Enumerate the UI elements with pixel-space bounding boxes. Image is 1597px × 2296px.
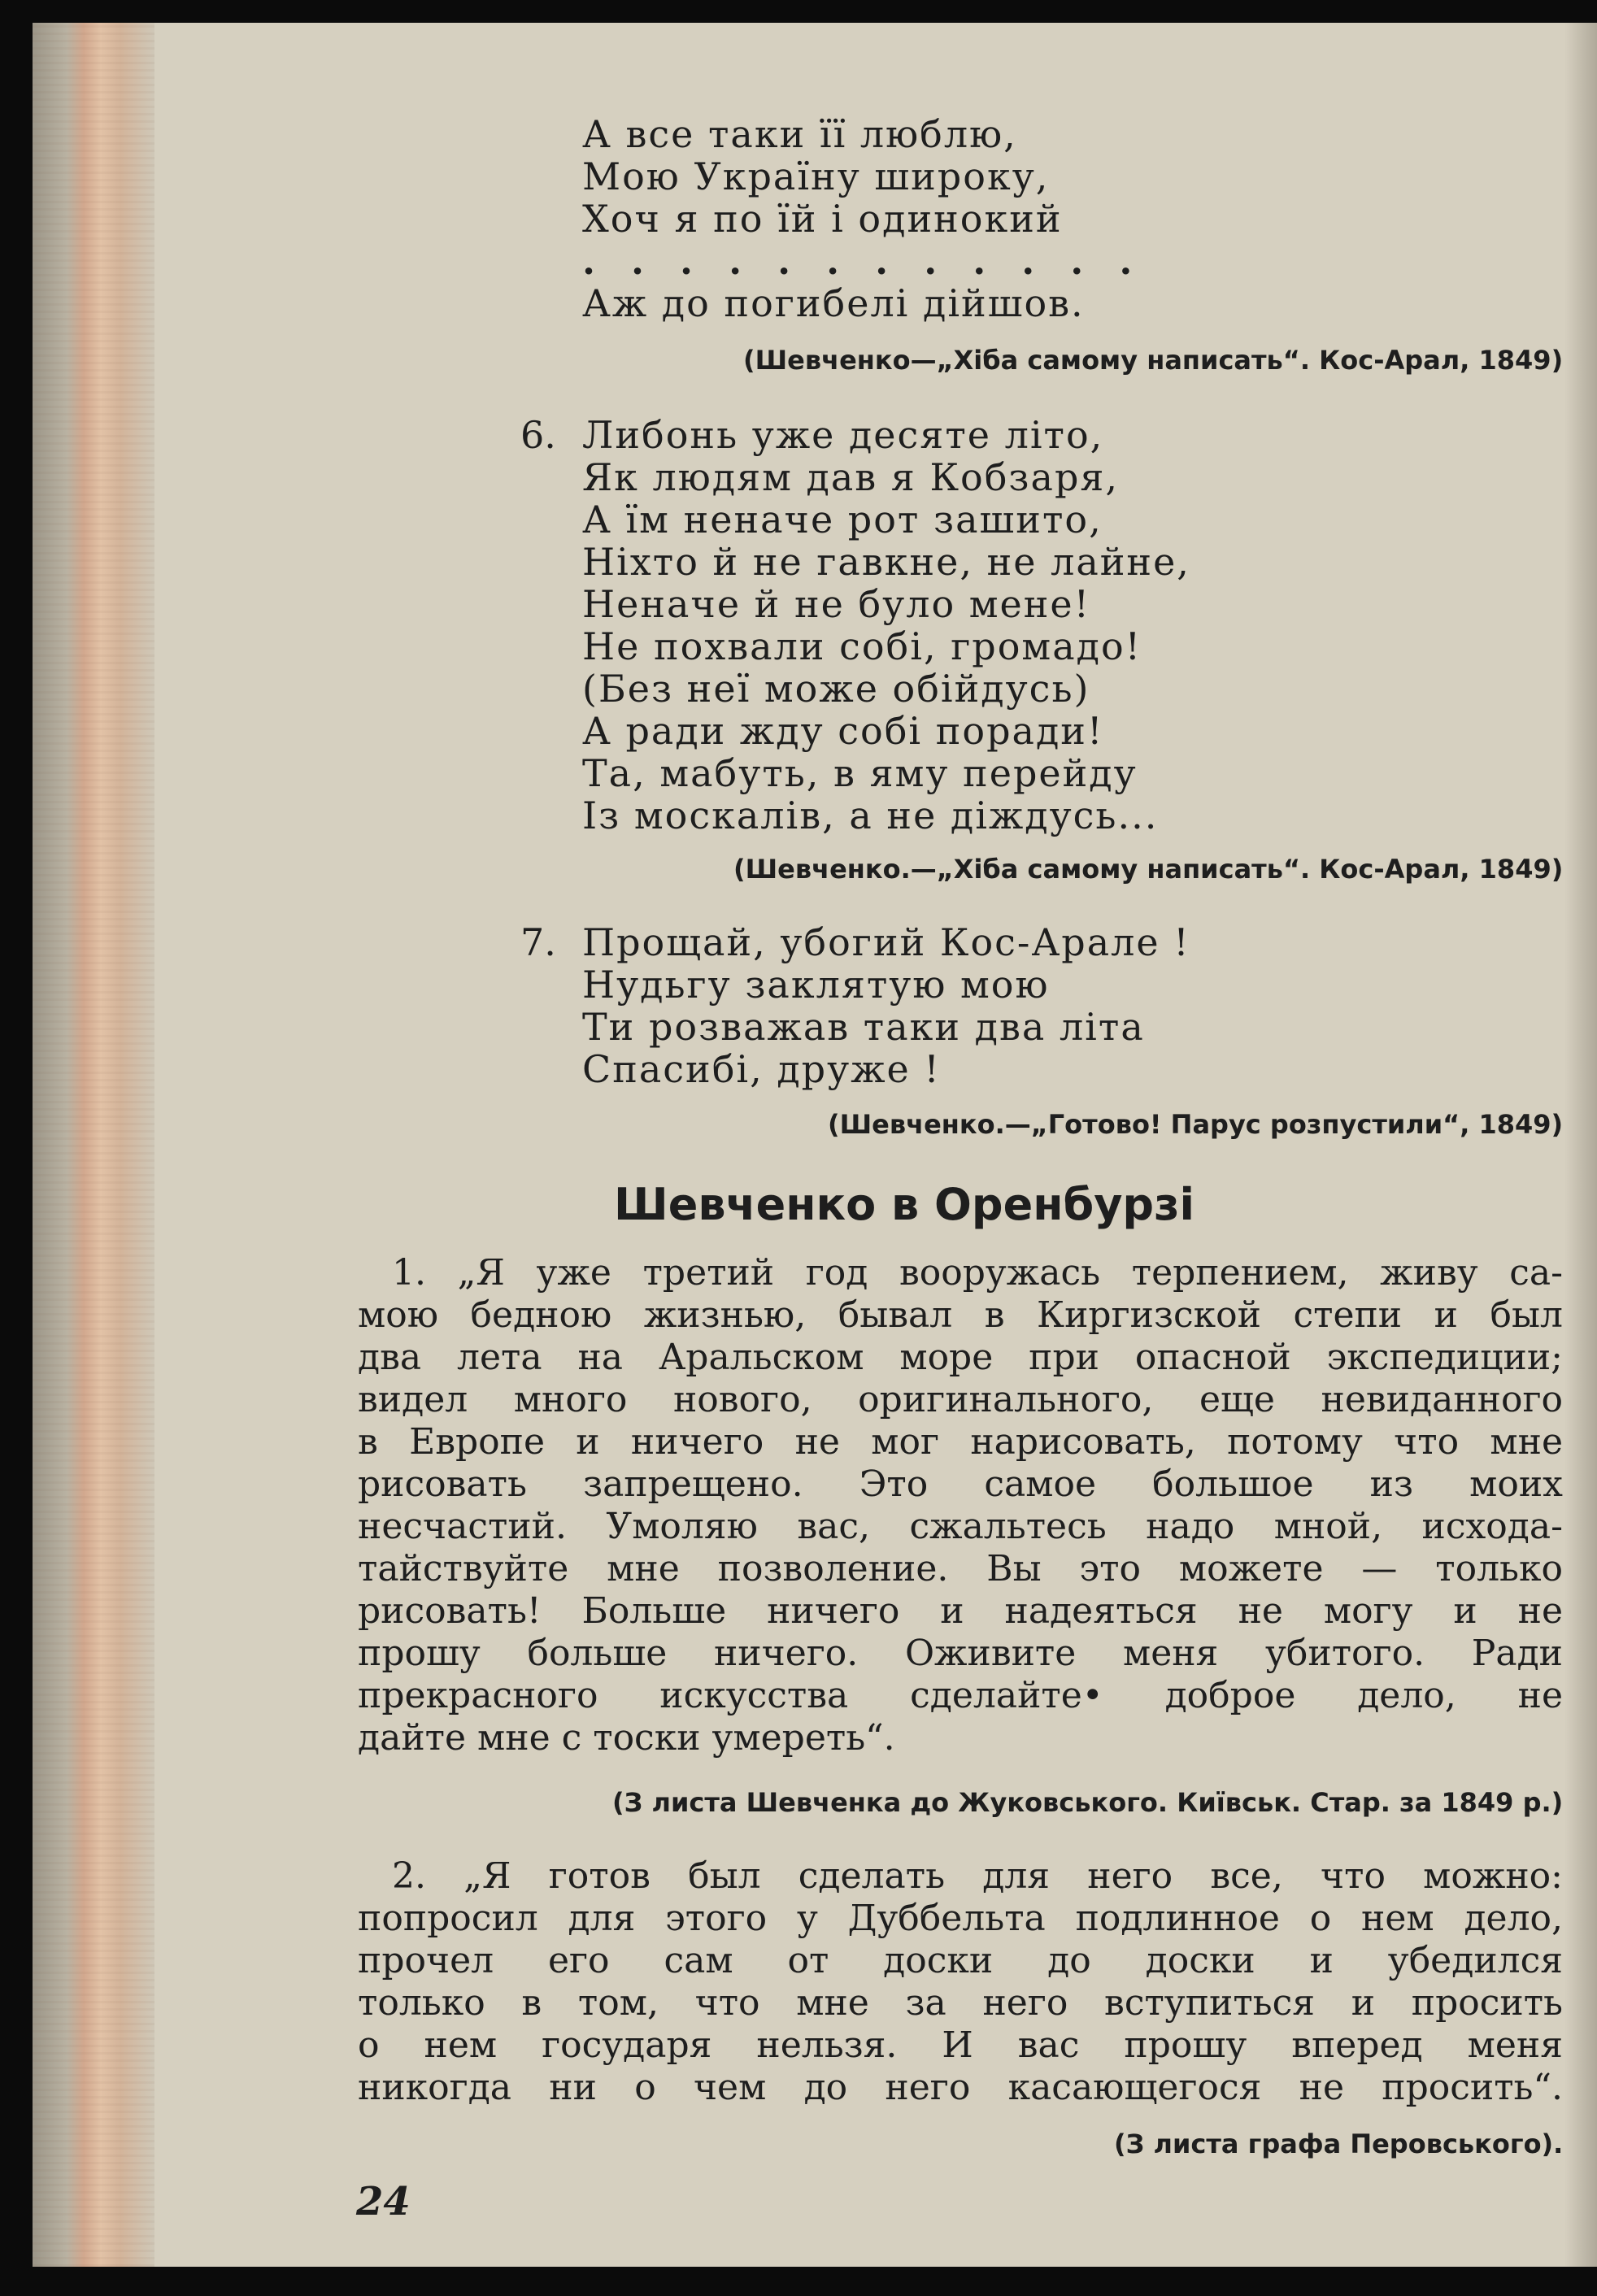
paragraph-line: несчастий. Умоляю вас, сжальтесь надо мной, исхода- [358, 1506, 1563, 1547]
verse-line: А все таки її люблю, [582, 112, 1017, 156]
verse-line: Ніхто й не гавкне, не лайне, [582, 540, 1190, 584]
paragraph-line: попросил для этого у Дуббельта подлинное о нем дело, [358, 1898, 1563, 1939]
verse-line: Прощай, убогий Кос-Арале ! [582, 920, 1190, 964]
paragraph-line: прошу больше ничего. Оживите меня убитого. Ради [358, 1633, 1563, 1674]
paragraph-line: 1. „Я уже третий год вооружась терпением, живу са- [392, 1252, 1563, 1294]
verse-line: Ти розважав таки два літа [582, 1005, 1145, 1049]
verse-line: А їм неначе рот зашито, [582, 498, 1103, 541]
paragraph-line: прекрасного искусства сделайте• доброе дело, не [358, 1675, 1563, 1716]
book-page [33, 23, 1597, 2267]
verse-line: Спасибі, друже ! [582, 1047, 941, 1091]
paragraph-line: в Европе и ничего не мог нарисовать, потому что мне [358, 1421, 1563, 1463]
citation: (Шевченко.—„Готово! Парус розпустили“, 1849) [828, 1109, 1564, 1140]
verse-line: Мою Україну широку, [582, 154, 1050, 198]
stanza-number: 7. [520, 920, 556, 964]
verse-line: Аж до погибелі дійшов. [582, 281, 1085, 325]
verse-line: Нудьгу заклятую мою [582, 963, 1050, 1007]
verse-line: (Без неї може обійдусь) [582, 667, 1090, 711]
paragraph-line: о нем государя нельзя. И вас прошу вперед меня [358, 2024, 1563, 2066]
verse-line: Неначе й не було мене! [582, 582, 1091, 626]
paragraph-line: мою бедною жизнью, бывал в Киргизской степи и был [358, 1294, 1563, 1336]
page-shadow-edge [1564, 23, 1597, 2267]
paragraph-line: рисовать! Больше ничего и надеяться не могу и не [358, 1590, 1563, 1632]
paragraph-line: прочел его сам от доски до доски и убедился [358, 1940, 1563, 1981]
verse-line: А ради жду собі поради! [582, 709, 1104, 753]
citation: (Шевченко—„Хіба самому написать“. Кос-Арал, 1849) [743, 345, 1564, 376]
verse-line: Не похвали собі, громадо! [582, 624, 1142, 668]
book-spine-edge [33, 23, 154, 2267]
citation: (З листа Шевченка до Жуковського. Київськ. Стар. за 1849 р.) [612, 1787, 1564, 1818]
paragraph-line: рисовать запрещено. Это самое большое из моих [358, 1463, 1563, 1505]
paragraph-line: никогда ни о чем до него касающегося не просить“. [358, 2067, 1563, 2108]
section-title: Шевченко в Оренбурзі [614, 1179, 1194, 1230]
citation: (З листа графа Перовського). [1114, 2129, 1564, 2159]
paragraph-line: 2. „Я готов был сделать для него все, что можно: [392, 1855, 1563, 1897]
verse-line: Либонь уже десяте літо, [582, 413, 1104, 457]
paragraph-line: дайте мне с тоски умереть“. [358, 1717, 895, 1759]
verse-line: Та, мабуть, в яму перейду [582, 751, 1138, 795]
paragraph-line: видел много нового, оригинального, еще невиданного [358, 1379, 1563, 1420]
paragraph-line: два лета на Аральском море при опасной экспедиции; [358, 1337, 1563, 1378]
paragraph-line: только в том, что мне за него вступиться и просить [358, 1982, 1563, 2024]
verse-line: Із москалів, а не діждусь... [582, 794, 1159, 837]
ellipsis-line: . . . . . . . . . . . . [582, 239, 1144, 283]
verse-line: Як людям дав я Кобзаря, [582, 455, 1120, 499]
page-number: 24 [356, 2179, 411, 2224]
verse-line: Хоч я по їй і одинокий [582, 197, 1063, 241]
stanza-number: 6. [520, 413, 556, 457]
citation: (Шевченко.—„Хіба самому написать“. Кос-Арал, 1849) [733, 854, 1564, 885]
paragraph-line: тайствуйте мне позволение. Вы это можете — только [358, 1548, 1563, 1589]
